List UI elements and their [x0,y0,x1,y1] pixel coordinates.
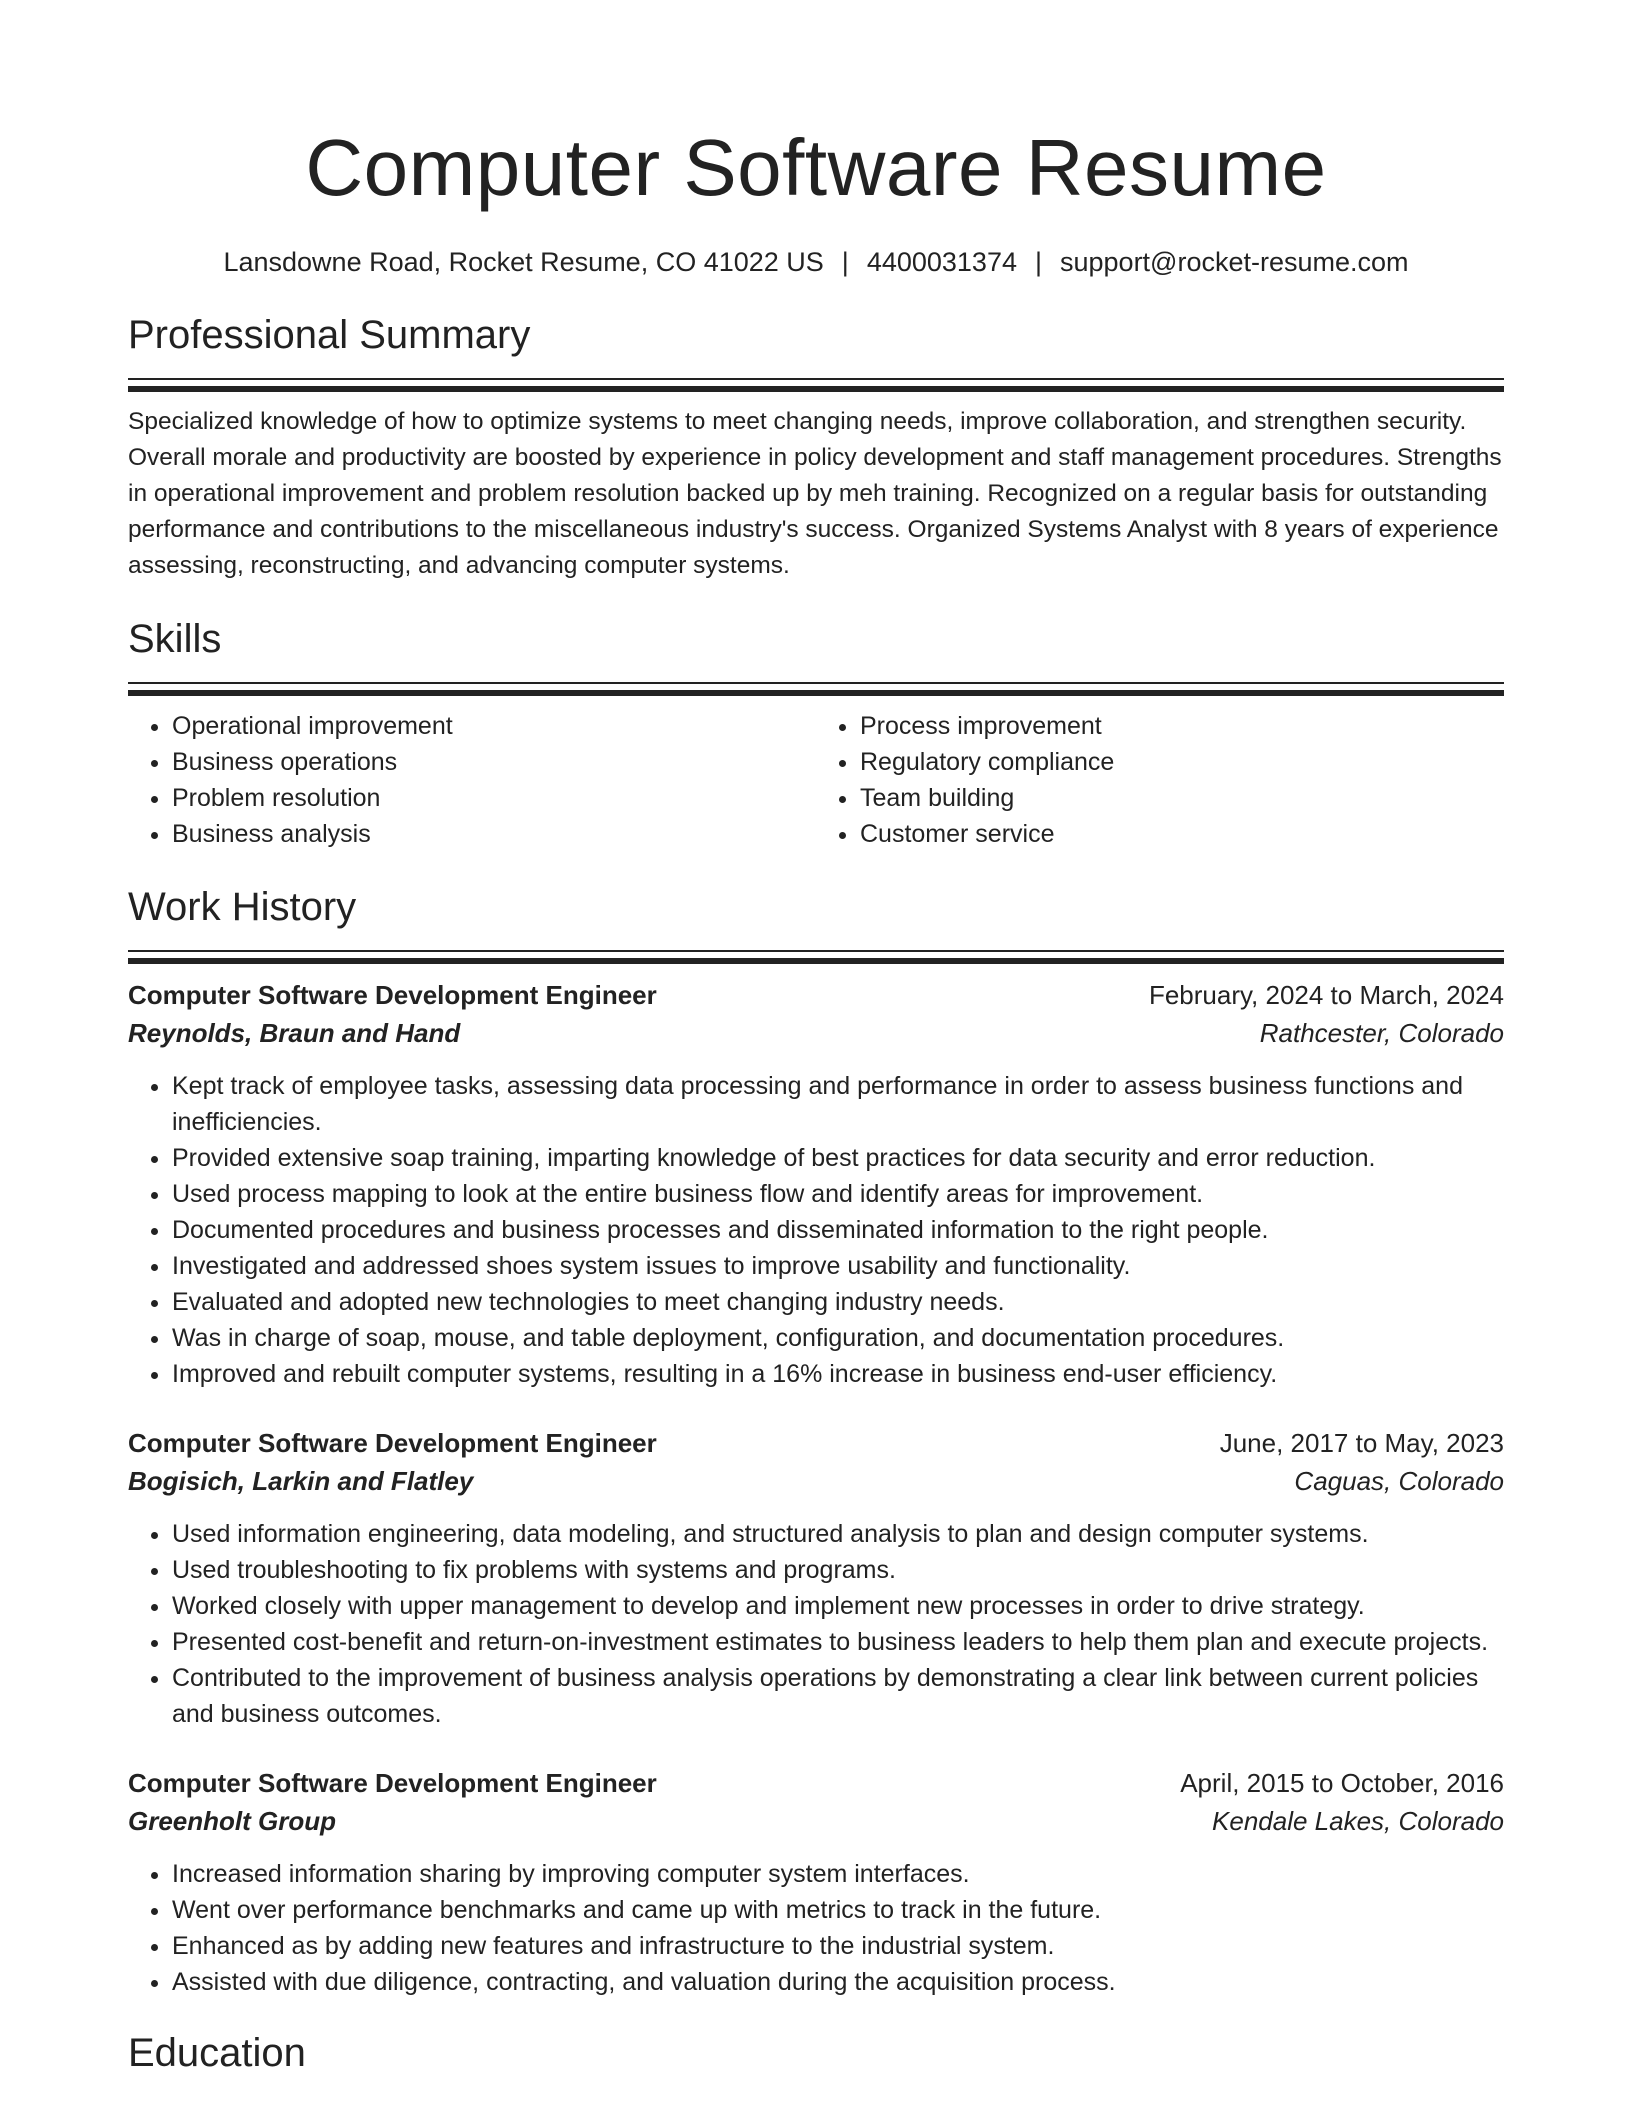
job-header-row [128,1424,1504,1462]
job-company-row [128,1462,1504,1500]
job-header-row [128,1764,1504,1802]
summary-section [128,310,1504,584]
skill-item: • Customer service [860,816,1504,852]
job-location: Kendale Lakes, Colorado [1212,1806,1504,1836]
skills-section [128,614,1504,852]
job-bullet: • Investigated and addressed shoes system issues to improve usability and functionality. [172,1248,1504,1284]
section-heading-education: Education [128,2031,306,2075]
job-entry [128,1764,1504,2000]
education-section [128,2028,1504,2078]
job-bullet: • Went over performance benchmarks and came up with metrics to track in the future. [172,1892,1504,1928]
contact-email: support@rocket-resume.com [1060,247,1409,277]
job-bullets [128,1516,1504,1732]
job-entry [128,1424,1504,1732]
skill-item: • Business analysis [172,816,816,852]
job-bullet: • Assisted with due diligence, contracting, and valuation during the acquisition process. [172,1964,1504,2000]
section-heading-summary: Professional Summary [128,313,531,357]
job-bullets [128,1068,1504,1392]
job-entry [128,976,1504,1392]
section-heading-work: Work History [128,885,357,929]
job-bullet: • Presented cost-benefit and return-on-investment estimates to business leaders to help them plan and execute projects. [172,1624,1504,1660]
skill-item: • Process improvement [860,708,1504,744]
job-company-row [128,1802,1504,1840]
job-bullet: • Used troubleshooting to fix problems with systems and programs. [172,1552,1504,1588]
skills-list-left [128,708,816,852]
section-divider [128,950,1504,962]
job-bullet: • Enhanced as by adding new features and infrastructure to the industrial system. [172,1928,1504,1964]
job-title: Computer Software Development Engineer [128,1428,657,1458]
job-location: Caguas, Colorado [1294,1466,1504,1496]
job-bullet: • Increased information sharing by improving computer system interfaces. [172,1856,1504,1892]
job-bullet: • Provided extensive soap training, imparting knowledge of best practices for data security and error reduction. [172,1140,1504,1176]
skill-item: • Regulatory compliance [860,744,1504,780]
contact-phone: 4400031374 [866,247,1017,277]
contact-separator: | [841,247,849,277]
job-bullets [128,1856,1504,2000]
job-bullet: • Worked closely with upper management to develop and implement new processes in order to drive strategy. [172,1588,1504,1624]
skills-columns [128,708,1504,852]
job-title: Computer Software Development Engineer [128,980,657,1010]
resume-title: Computer Software Resume [305,123,1327,212]
skill-item: • Operational improvement [172,708,816,744]
section-heading-skills: Skills [128,617,222,661]
job-dates: February, 2024 to March, 2024 [1148,980,1504,1010]
job-bullet: • Documented procedures and business processes and disseminated information to the right people. [172,1212,1504,1248]
job-company-row [128,1014,1504,1052]
job-location: Rathcester, Colorado [1259,1018,1504,1048]
job-company: Greenholt Group [128,1806,336,1836]
section-divider [128,682,1504,694]
skill-item: • Problem resolution [172,780,816,816]
summary-text: Specialized knowledge of how to optimize systems to meet changing needs, improve collaboration, and strengthen security. Overall morale and productivity are boosted by experience in policy development and staff management procedures. Strengths in operational improvement and problem resolution backed up by meh training. Recognized on a regular basis for outstanding performance and contributions to the miscellaneous industry's success. Organized Systems Analyst with 8 years of experience assessing, reconstructing, and advancing computer systems. [128,408,1502,579]
job-title: Computer Software Development Engineer [128,1768,657,1798]
job-dates: June, 2017 to May, 2023 [1219,1428,1504,1458]
job-bullet: • Used process mapping to look at the entire business flow and identify areas for improvement. [172,1176,1504,1212]
job-dates: April, 2015 to October, 2016 [1180,1768,1504,1798]
contact-address: Lansdowne Road, Rocket Resume, CO 41022 US [223,247,824,277]
contact-line [128,244,1504,280]
job-bullet: • Improved and rebuilt computer systems, resulting in a 16% increase in business end-user efficiency. [172,1356,1504,1392]
job-company: Reynolds, Braun and Hand [128,1018,461,1048]
skill-item: • Business operations [172,744,816,780]
skill-item: • Team building [860,780,1504,816]
job-bullet: • Kept track of employee tasks, assessing data processing and performance in order to assess business functions and inefficiencies. [172,1068,1504,1140]
skills-list-right [816,708,1504,852]
work-history-section [128,882,1504,2000]
job-header-row [128,976,1504,1014]
job-bullet: • Was in charge of soap, mouse, and table deployment, configuration, and documentation procedures. [172,1320,1504,1356]
section-divider [128,378,1504,390]
job-company: Bogisich, Larkin and Flatley [128,1466,474,1496]
job-bullet: • Evaluated and adopted new technologies to meet changing industry needs. [172,1284,1504,1320]
resume-page [128,0,1504,2078]
job-bullet: • Contributed to the improvement of business analysis operations by demonstrating a clear link between current policies and business outcomes. [172,1660,1504,1732]
contact-separator: | [1034,247,1042,277]
job-bullet: • Used information engineering, data modeling, and structured analysis to plan and design computer systems. [172,1516,1504,1552]
